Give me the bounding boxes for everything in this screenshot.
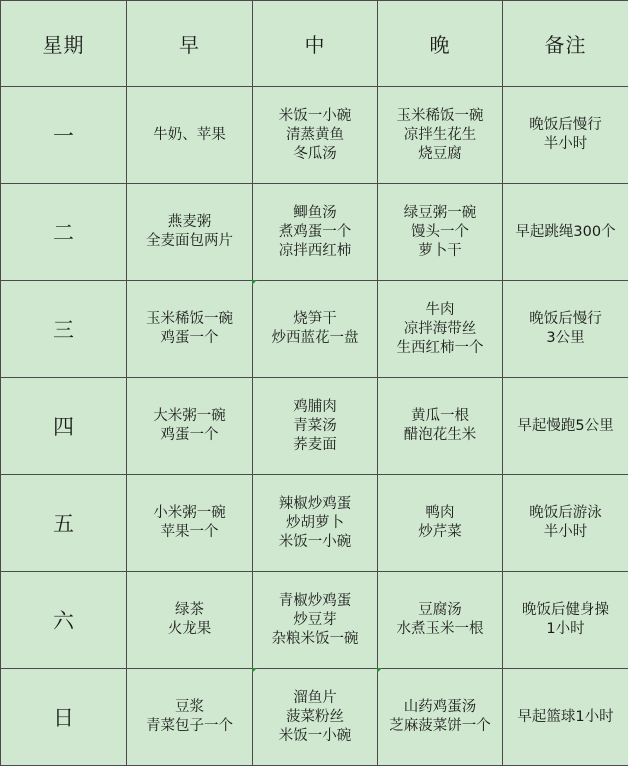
cell-text-line: 炒西蓝花一盘 [271, 330, 359, 346]
cell-text-line: 牛肉 [425, 301, 455, 318]
table-row [1, 572, 628, 669]
cell-text-line: 鸡蛋一个 [160, 330, 219, 346]
note-cell[interactable] [503, 475, 628, 572]
weekday-cell[interactable]: 六 [1, 572, 127, 669]
dinner-cell[interactable] [378, 281, 503, 378]
cell-text-line: 烧笋干 [293, 311, 337, 327]
cell-text-line: 凉拌西红柿 [278, 242, 352, 259]
cell-text-line: 豆浆 [175, 699, 204, 715]
lunch-cell[interactable] [253, 281, 378, 378]
cell-text-line: 青椒炒鸡蛋 [278, 592, 352, 609]
header-row [1, 1, 628, 87]
cell-flag-marker [252, 668, 257, 673]
cell-text-line: 黄瓜一根 [411, 408, 469, 424]
cell-text-line: 绿豆粥一碗 [403, 204, 477, 221]
table-body [1, 1, 628, 766]
cell-text-line: 3公里 [546, 330, 585, 346]
cell-text-line: 早起慢跑5公里 [517, 417, 614, 434]
cell-text-line: 豆腐汤 [418, 602, 462, 618]
cell-text-line: 炒豆芽 [293, 611, 337, 628]
cell-text-line: 1小时 [546, 621, 585, 637]
cell-text-line: 菠菜粉丝 [286, 708, 344, 725]
dinner-cell[interactable] [378, 572, 503, 669]
note-cell[interactable] [503, 572, 628, 669]
cell-text-line: 鸡脯肉 [293, 398, 337, 415]
cell-text-line: 晚饭后慢行 [529, 311, 602, 327]
cell-text-line: 玉米稀饭一碗 [396, 107, 484, 124]
cell-text-line: 半小时 [543, 136, 588, 152]
cell-text-line: 清蒸黄鱼 [286, 126, 344, 143]
table-row [1, 184, 628, 281]
cell-text-line: 杂粮米饭一碗 [271, 630, 359, 647]
cell-text-line: 青菜包子一个 [146, 718, 233, 734]
cell-text-line: 苹果一个 [160, 524, 219, 540]
cell-text-line: 醋泡花生米 [403, 427, 477, 443]
table-row [1, 378, 628, 475]
cell-text-line: 凉拌生花生 [403, 126, 477, 143]
cell-text-line: 鲫鱼汤 [293, 204, 337, 221]
table-row [1, 281, 628, 378]
cell-text-line: 辣椒炒鸡蛋 [278, 495, 352, 512]
note-cell[interactable] [503, 281, 628, 378]
cell-text-line: 炒胡萝卜 [286, 514, 344, 531]
cell-text-line: 晚饭后慢行 [529, 117, 602, 133]
weekday-cell[interactable]: 三 [1, 281, 127, 378]
cell-text-line: 青菜汤 [293, 417, 337, 434]
weekday-cell[interactable]: 一 [1, 87, 127, 184]
cell-flag-marker [252, 280, 257, 285]
lunch-cell[interactable] [253, 572, 378, 669]
cell-text-line: 早起跳绳300个 [515, 223, 616, 240]
cell-text-line: 大米粥一碗 [153, 408, 226, 424]
cell-text-line: 早起篮球1小时 [517, 708, 614, 725]
cell-text-line: 溜鱼片 [293, 689, 337, 706]
lunch-cell[interactable] [253, 87, 378, 184]
weekday-cell[interactable]: 日 [1, 669, 127, 766]
dinner-cell[interactable] [378, 378, 503, 475]
cell-text-line: 荞麦面 [293, 436, 337, 453]
cell-text-line: 小米粥一碗 [153, 505, 226, 521]
note-cell[interactable] [503, 378, 628, 475]
lunch-cell[interactable] [253, 475, 378, 572]
dinner-cell[interactable] [378, 475, 503, 572]
dinner-cell[interactable] [378, 669, 503, 766]
cell-text-line: 米饭一小碗 [278, 533, 352, 550]
cell-text-line: 水煮玉米一根 [396, 621, 484, 637]
breakfast-cell[interactable] [127, 572, 253, 669]
note-cell[interactable] [503, 669, 628, 766]
header-note[interactable]: 备注 [503, 1, 628, 87]
cell-text-line: 煮鸡蛋一个 [278, 223, 352, 240]
cell-text-line: 米饭一小碗 [278, 727, 352, 744]
breakfast-cell[interactable] [127, 281, 253, 378]
breakfast-cell[interactable] [127, 669, 253, 766]
header-breakfast[interactable]: 早 [127, 1, 253, 87]
weekday-cell[interactable]: 二 [1, 184, 127, 281]
cell-text-line: 馒头一个 [411, 223, 469, 240]
table-row [1, 669, 628, 766]
lunch-cell[interactable] [253, 378, 378, 475]
lunch-cell[interactable] [253, 184, 378, 281]
note-cell[interactable] [503, 87, 628, 184]
cell-text-line: 绿茶 [175, 602, 204, 618]
header-weekday[interactable]: 星期 [1, 1, 127, 87]
cell-text-line: 冬瓜汤 [293, 145, 337, 162]
cell-text-line: 半小时 [543, 524, 588, 540]
lunch-cell[interactable] [253, 669, 378, 766]
weekday-cell[interactable]: 四 [1, 378, 127, 475]
cell-text-line: 火龙果 [167, 621, 212, 637]
dinner-cell[interactable] [378, 87, 503, 184]
table-row [1, 475, 628, 572]
cell-text-line: 鸡蛋一个 [160, 427, 219, 443]
cell-flag-marker [377, 668, 382, 673]
cell-text-line: 全麦面包两片 [146, 233, 233, 249]
cell-text-line: 山药鸡蛋汤 [403, 699, 477, 715]
cell-text-line: 生西红柿一个 [396, 339, 484, 356]
breakfast-cell[interactable] [127, 184, 253, 281]
cell-text-line: 燕麦粥 [167, 214, 212, 230]
weekday-cell[interactable]: 五 [1, 475, 127, 572]
cell-text-line: 牛奶、苹果 [153, 126, 226, 143]
note-cell[interactable] [503, 184, 628, 281]
cell-text-line: 炒芹菜 [418, 524, 462, 540]
cell-text-line: 烧豆腐 [418, 145, 462, 162]
header-dinner[interactable]: 晚 [378, 1, 503, 87]
breakfast-cell[interactable] [127, 87, 253, 184]
cell-text-line: 芝麻菠菜饼一个 [389, 718, 491, 734]
cell-text-line: 凉拌海带丝 [403, 320, 477, 337]
header-lunch[interactable]: 中 [253, 1, 378, 87]
cell-text-line: 晚饭后游泳 [529, 505, 602, 521]
table-row [1, 87, 628, 184]
cell-text-line: 玉米稀饭一碗 [146, 311, 233, 327]
breakfast-cell[interactable] [127, 378, 253, 475]
cell-text-line: 萝卜干 [418, 242, 462, 259]
cell-text-line: 鸭肉 [425, 505, 455, 521]
cell-text-line: 晚饭后健身操 [522, 602, 609, 618]
dinner-cell[interactable] [378, 184, 503, 281]
breakfast-cell[interactable] [127, 475, 253, 572]
cell-text-line: 米饭一小碗 [278, 107, 352, 124]
